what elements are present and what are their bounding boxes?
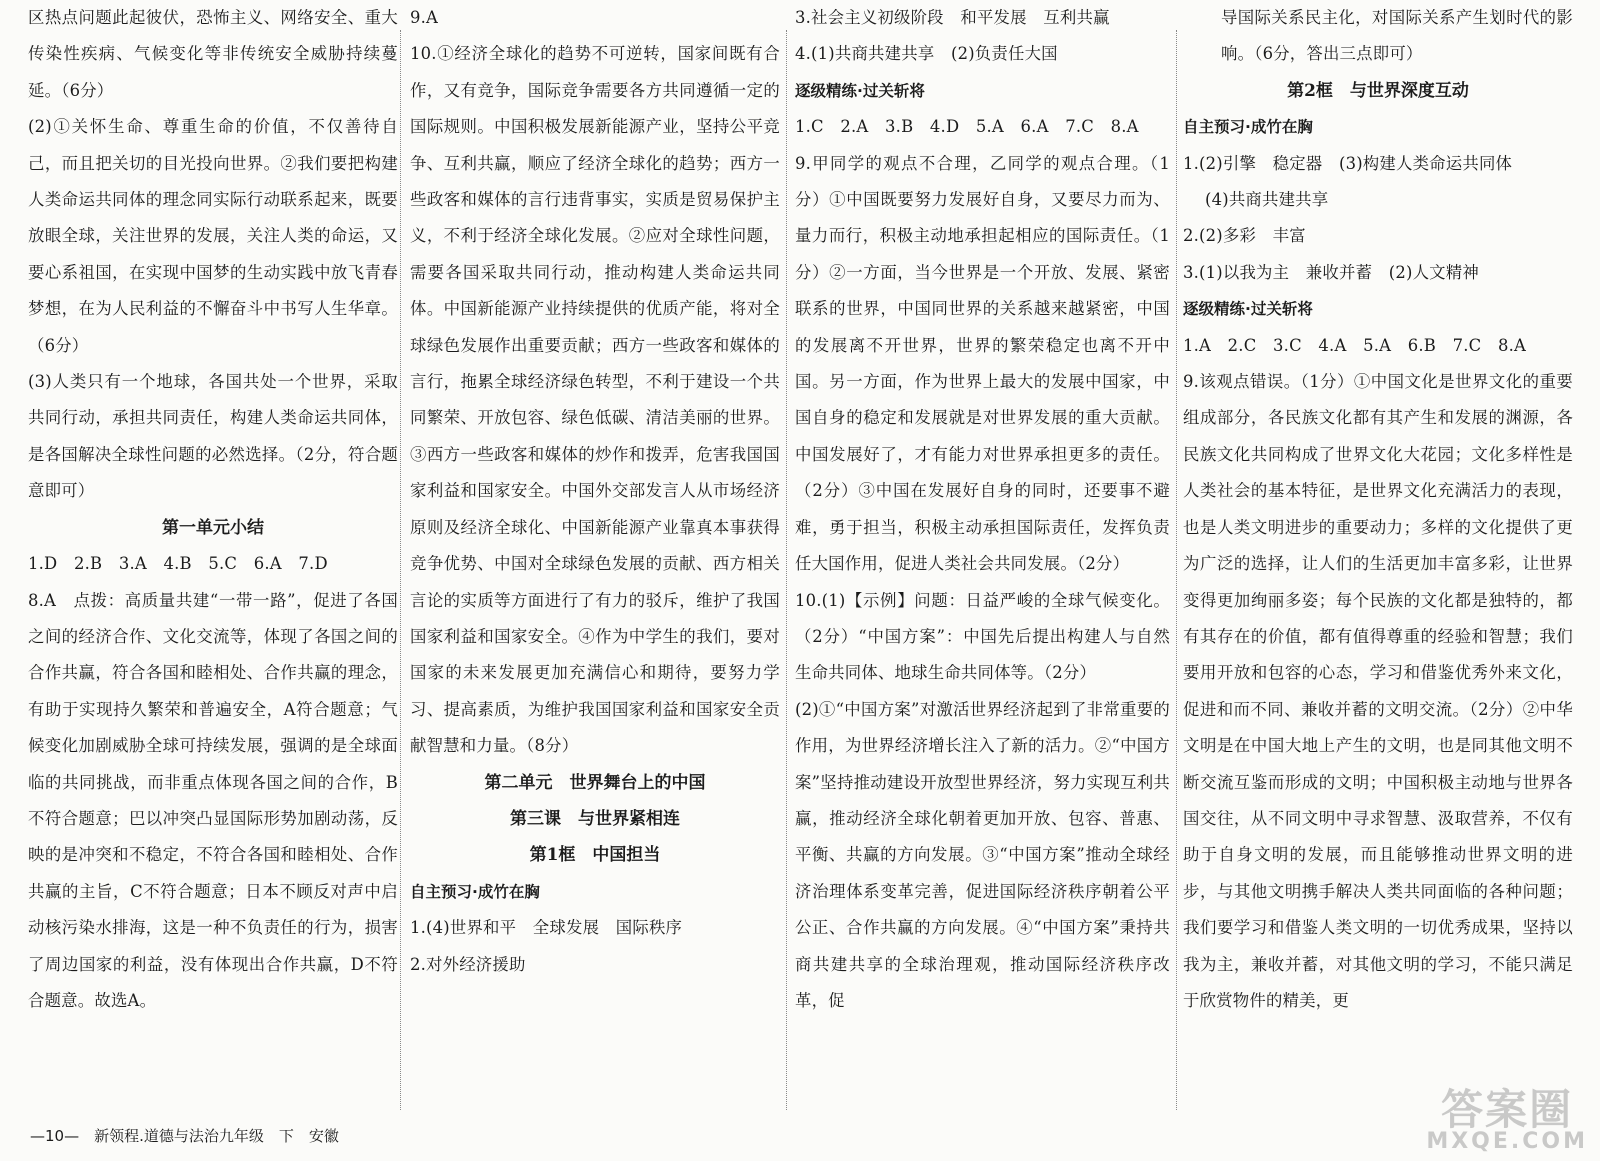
column-1 [28,0,398,1120]
subsection-heading: 自主预习·成竹在胸 [410,882,540,901]
answer-line: (4)共商共建共享 [1205,190,1329,210]
answer-paragraph: 8.A 点拨：高质量共建“一带一路”，促进了各国之间的经济合作、文化交流等，体现了各国之间的合作共赢，符合各国和睦相处、合作共赢的理念，有助于实现持久繁荣和普遍安全，A符合题意；气候变化加剧威胁全球可持续发展，强调的是全球面临的共同挑战，而非重点体现各国之间的合作，B不符合题意；巴以冲突凸显国际形势加剧动荡，反映的是冲突和不稳定，不符合各国和睦相处、合作共赢的主旨，C不符合题意；日本不顾反对声中启动核污染水排海，这是一种不负责任的行为，损害了周边国家的利益，没有体现出合作共赢，D不符合题意。故选A。 [28,590,398,1010]
lesson-heading: 第三课 与世界紧相连 [510,808,680,829]
answer-paragraph: (2)①“中国方案”对激活世界经济起到了非常重要的作用，为世界经济增长注入了新的活力。②“中国方案”坚持推动建设开放型世界经济，努力实现互利共赢，推动经济全球化朝着更加开放、包容、普惠、平衡、共赢的方向发展。③“中国方案”推动全球经济治理体系变革完善，促进国际经济秩序朝着公平公正、合作共赢的方向发展。④“中国方案”秉持共商共建共享的全球治理观，推动国际经济秩序改革，促 [795,699,1170,1010]
answer-paragraph: (2)①关怀生命、尊重生命的价值，不仅善待自己，而且把关切的目光投向世界。②我们要把构建人类命运共同体的理念同实际行动联系起来，既要放眼全球，关注世界的发展，关注人类的命运，又要心系祖国，在实现中国梦的生动实践中放飞青春梦想，在为人民利益的不懈奋斗中书写人生华章。（6分） [28,117,398,355]
column-3 [795,0,1170,1120]
subsection-heading: 逐级精练·过关斩将 [795,81,925,100]
answer-line: 2.(2)多彩 丰富 [1183,226,1306,246]
watermark-url: MXQE.COM [1426,1129,1588,1154]
page-footer: —10— 新领程.道德与法治九年级 下 安徽 [30,1127,339,1145]
answer-line: 1.(2)引擎 稳定器 (3)构建人类命运共同体 [1183,153,1513,173]
answer-line: 1.(4)世界和平 全球发展 国际秩序 [410,918,683,938]
answer-line: 1.C 2.A 3.B 4.D 5.A 6.A 7.C 8.A [795,117,1139,137]
answer-line: 9.A [410,8,439,27]
watermark [1426,1085,1588,1154]
frame-heading: 第1框 中国担当 [529,845,661,866]
answer-line: 1.D 2.B 3.A 4.B 5.C 6.A 7.D [28,554,328,574]
answer-line: 3.社会主义初级阶段 和平发展 互利共赢 [795,8,1110,27]
answer-line: 4.(1)共商共建共享 (2)负责任大国 [795,44,1058,64]
answer-paragraph: 9.该观点错误。（1分）①中国文化是世界文化的重要组成部分，各民族文化都有其产生和发展的渊源，各民族文化共同构成了世界文化大花园；文化多样性是人类社会的基本特征，是世界文化充满活力的表现，也是人类文明进步的重要动力；多样的文化提供了更为广泛的选择，让人们的生活更加丰富多彩，让世界变得更加绚丽多姿；每个民族的文化都是独特的，都有其存在的价值，都有值得尊重的经验和智慧；我们要用开放和包容的心态，学习和借鉴优秀外来文化，促进和而不同、兼收并蓄的文明交流。（2分）②中华文明是在中国大地上产生的文明，也是同其他文明不断交流互鉴而形成的文明；中国积极主动地与世界各国交往，从不同文明中寻求智慧、汲取营养，不仅有助于自身文明的发展，而且能够推动世界文明的进步，与其他文明携手解决人类共同面临的各种问题；我们要学习和借鉴人类文明的一切优秀成果，坚持以我为主，兼收并蓄，对其他文明的学习，不能只满足于欣赏物件的精美，更 [1183,372,1573,1010]
frame-heading: 第2框 与世界深度互动 [1287,80,1469,101]
answer-paragraph: (3)人类只有一个地球，各国共处一个世界，采取共同行动，承担共同责任，构建人类命运共同体，是各国解决全球性问题的必然选择。（2分，符合题意即可） [28,372,398,501]
answer-paragraph: 区热点问题此起彼伏，恐怖主义、网络安全、重大传染性疾病、气候变化等非传统安全威胁持续蔓延。（6分） [28,8,398,100]
subsection-heading: 逐级精练·过关斩将 [1183,300,1313,319]
section-heading: 第一单元小结 [162,517,264,538]
column-2 [410,0,780,1120]
column-4 [1183,0,1573,1120]
answer-line: 3.(1)以我为主 兼收并蓄 (2)人文精神 [1183,262,1479,282]
column-divider [1176,30,1177,1110]
answer-line: 2.对外经济援助 [410,954,526,974]
answer-paragraph: 10.①经济全球化的趋势不可逆转，国家间既有合作，又有竞争，国际竞争需要各方共同遵循一定的国际规则。中国积极发展新能源产业，坚持公平竞争、互利共赢，顺应了经济全球化的趋势；西方一些政客和媒体的言行违背事实，实质是贸易保护主义，不利于经济全球化发展。②应对全球性问题，需要各国采取共同行动，推动构建人类命运共同体。中国新能源产业持续提供的优质产能，将对全球绿色发展作出重要贡献；西方一些政客和媒体的言行，拖累全球经济绿色转型，不利于建设一个共同繁荣、开放包容、绿色低碳、清洁美丽的世界。③西方一些政客和媒体的炒作和拨弄，危害我国国家利益和国家安全。中国外交部发言人从市场经济原则及经济全球化、中国新能源产业靠真本事获得竞争优势、中国对全球绿色发展的贡献、西方相关言论的实质等方面进行了有力的驳斥，维护了我国国家利益和国家安全。④作为中学生的我们，要对国家的未来发展更加充满信心和期待，要努力学习、提高素质，为维护我国国家利益和国家安全贡献智慧和力量。（8分） [410,44,780,756]
watermark-text: 答案圈 [1441,1085,1574,1134]
answer-paragraph: 9.甲同学的观点不合理，乙同学的观点合理。（1分）①中国既要努力发展好自身，又要尽力而为、量力而行，积极主动地承担起相应的国际责任。（1分）②一方面，当今世界是一个开放、发展、紧密联系的世界，中国同世界的关系越来越紧密，中国的发展离不开世界，世界的繁荣稳定也离不开中国。另一方面，作为世界上最大的发展中国家，中国自身的稳定和发展就是对世界发展的重大贡献。中国发展好了，才有能力对世界承担更多的责任。（2分）③中国在发展好自身的同时，还要事不避难，勇于担当，积极主动承担国际责任，发挥负责任大国作用，促进人类社会共同发展。（2分） [795,153,1170,574]
answer-paragraph: 导国际关系民主化，对国际关系产生划时代的影响。（6分，答出三点即可） [1221,8,1573,64]
column-divider [400,30,401,1110]
answer-paragraph: 10.(1)【示例】问题：日益严峻的全球气候变化。（2分）“中国方案”：中国先后提出构建人与自然生命共同体、地球生命共同体等。（2分） [795,590,1170,683]
column-divider [786,30,787,1110]
subsection-heading: 自主预习·成竹在胸 [1183,118,1313,137]
answer-line: 1.A 2.C 3.C 4.A 5.A 6.B 7.C 8.A [1183,335,1527,355]
unit-heading: 第二单元 世界舞台上的中国 [484,772,706,793]
